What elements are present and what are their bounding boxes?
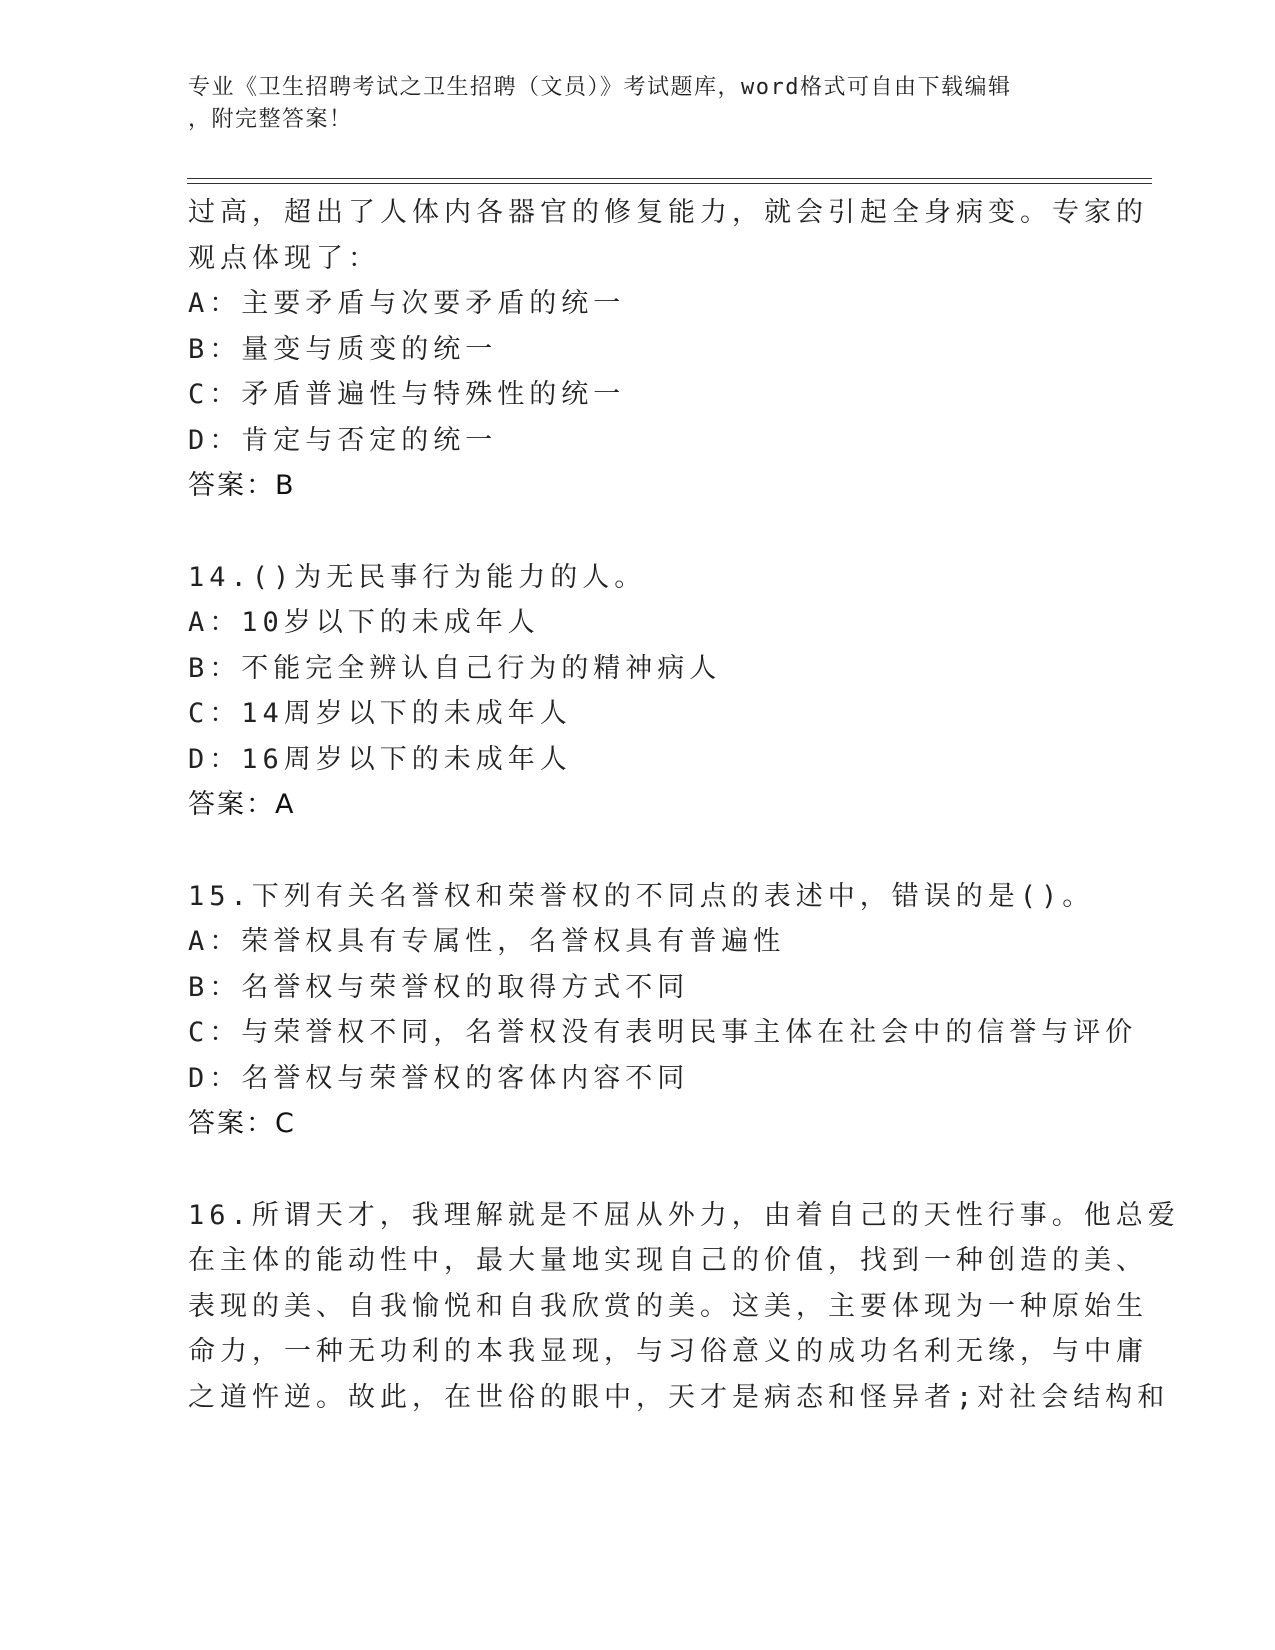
question-stem-line: 过高，超出了人体内各器官的修复能力，就会引起全身病变。专家的 bbox=[188, 197, 1148, 228]
option-a: A：主要矛盾与次要矛盾的统一 bbox=[188, 288, 626, 319]
option-c: C：与荣誉权不同，名誉权没有表明民事主体在社会中的信誉与评价 bbox=[188, 1017, 1138, 1048]
answer-line: 答案：B bbox=[188, 470, 296, 501]
question-stem-line: 15.下列有关名誉权和荣誉权的不同点的表述中，错误的是()。 bbox=[188, 880, 1095, 912]
option-d: D：肯定与否定的统一 bbox=[188, 424, 498, 456]
question-15 bbox=[188, 874, 1138, 1147]
question-13 bbox=[188, 190, 1148, 509]
header-line-1: 专业《卫生招聘考试之卫生招聘（文员）》考试题库，word格式可自由下载编辑 bbox=[188, 75, 1012, 100]
option-c: C：14周岁以下的未成年人 bbox=[188, 698, 572, 729]
header-divider-top bbox=[187, 178, 1152, 179]
question-stem-line: 16.所谓天才，我理解就是不屈从外力，由着自己的天性行事。他总爱 bbox=[188, 1199, 1180, 1231]
question-spacer bbox=[188, 1147, 1088, 1193]
question-stem-line: 命力，一种无功利的本我显现，与习俗意义的成功名利无缘，与中庸 bbox=[188, 1336, 1148, 1367]
question-stem-line: 在主体的能动性中，最大量地实现自己的价值，找到一种创造的美、 bbox=[188, 1245, 1148, 1276]
option-b: B：名誉权与荣誉权的取得方式不同 bbox=[188, 971, 690, 1003]
option-a: A：10岁以下的未成年人 bbox=[188, 607, 540, 638]
document-body bbox=[188, 190, 1180, 1420]
option-d: D：16周岁以下的未成年人 bbox=[188, 743, 572, 775]
option-c: C：矛盾普遍性与特殊性的统一 bbox=[188, 379, 626, 410]
document-header bbox=[188, 72, 1068, 136]
answer-line: 答案：A bbox=[188, 789, 296, 820]
question-spacer bbox=[188, 509, 1088, 555]
question-stem-line: 表现的美、自我愉悦和自我欣赏的美。这美，主要体现为一种原始生 bbox=[188, 1290, 1148, 1322]
question-16 bbox=[188, 1193, 1180, 1421]
question-stem-line: 观点体现了： bbox=[188, 242, 380, 274]
question-14 bbox=[188, 555, 1088, 828]
option-d: D：名誉权与荣誉权的客体内容不同 bbox=[188, 1062, 690, 1094]
answer-line: 答案：C bbox=[188, 1108, 296, 1139]
option-b: B：量变与质变的统一 bbox=[188, 333, 498, 365]
option-a: A：荣誉权具有专属性，名誉权具有普遍性 bbox=[188, 926, 786, 957]
question-stem-line: 14.()为无民事行为能力的人。 bbox=[188, 561, 647, 593]
header-divider-bottom bbox=[187, 183, 1152, 184]
question-stem-line: 之道忤逆。故此，在世俗的眼中，天才是病态和怪异者;对社会结构和 bbox=[188, 1381, 1170, 1413]
question-spacer bbox=[188, 828, 1088, 874]
header-line-2: ，附完整答案！ bbox=[188, 107, 353, 132]
option-b: B：不能完全辨认自己行为的精神病人 bbox=[188, 652, 722, 684]
